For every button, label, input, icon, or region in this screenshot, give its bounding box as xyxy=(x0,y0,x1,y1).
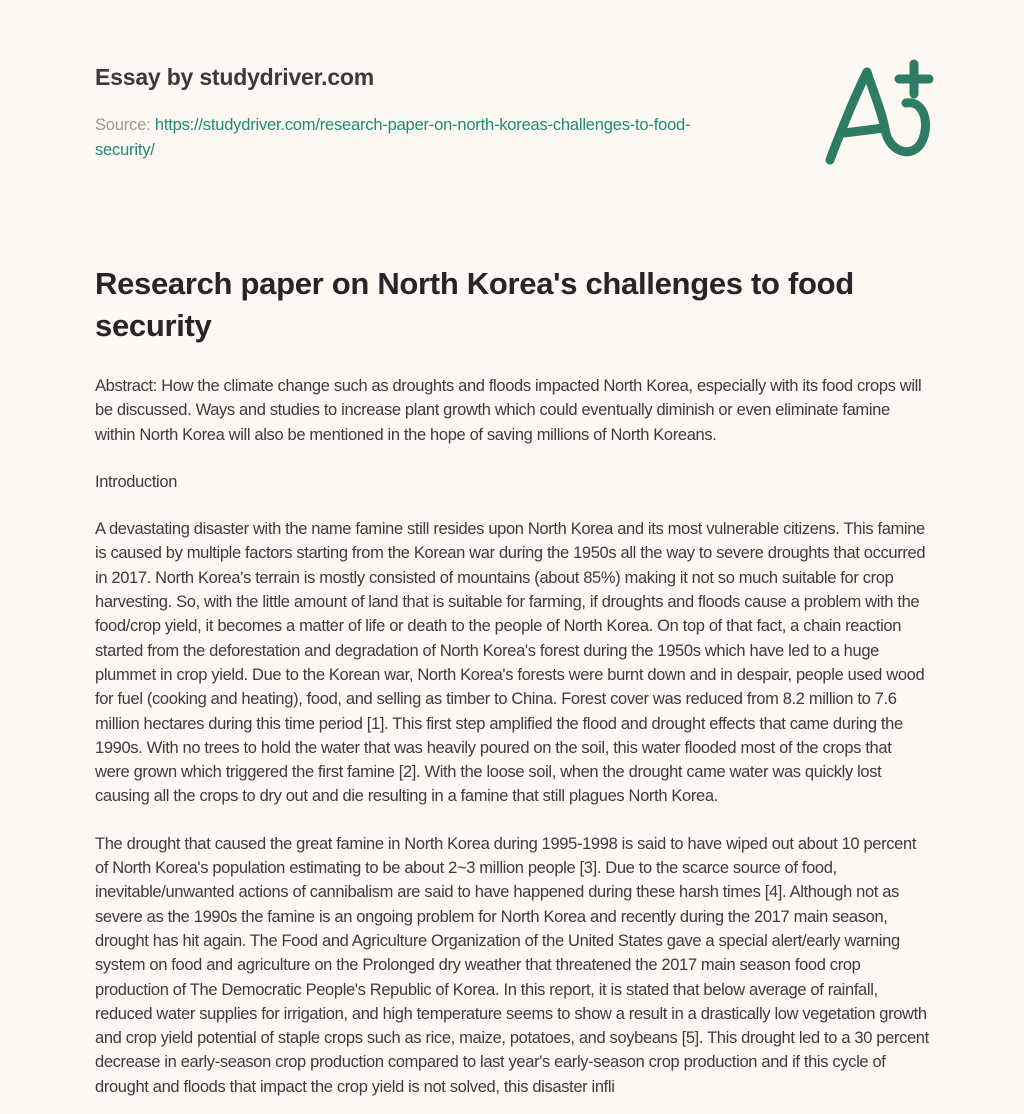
body-paragraph-1: A devastating disaster with the name famine still resides upon North Korea and its most vulnerable citizens. This famine is caused by multiple factors starting from the Korean war during the 1950s all the way to severe droughts that occurred in 2017. North Korea's terrain is mostly consisted of mountains (about 85%) making it not so much suitable for crop harvesting. So, with the little amount of land that is suitable for farming, if droughts and floods cause a problem with the food/crop yield, it becomes a matter of life or death to the people of North Korea. On top of that fact, a chain reaction started from the deforestation and degradation of North Korea's forest during the 1950s which have led to a huge plummet in crop yield. Due to the Korean war, North Korea's forests were burnt down and in despair, people used wood for fuel (cooking and heating), food, and selling as timber to China. Forest cover was reduced from 8.2 million to 7.6 million hectares during this time period [1]. This first step amplified the flood and drought effects that came during the 1990s. With no trees to hold the water that was heavily poured on the soil, this water flooded most of the crops that were grown which triggered the first famine [2]. With the loose soil, when the drought came water was quickly lost causing all the crops to dry out and die resulting in a famine that still plagues North Korea. xyxy=(95,520,926,806)
introduction-heading: Introduction xyxy=(95,472,178,491)
studydriver-a-plus-logo xyxy=(818,56,938,170)
source-line xyxy=(95,113,740,163)
essay-byline: Essay by studydriver.com xyxy=(95,64,375,90)
abstract-paragraph: Abstract: How the climate change such as droughts and floods impacted North Korea, especially with its food crops will be discussed. Ways and studies to increase plant growth which could eventually diminish or even eliminate famine within North Korea will also be mentioned in the hope of saving millions of North Koreans. xyxy=(95,377,922,444)
source-link[interactable]: https://studydriver.com/research-paper-on-north-koreas-challenges-to-food-security/ xyxy=(95,116,691,159)
a-plus-logo-icon xyxy=(818,56,938,170)
article-title: Research paper on North Korea's challenges to food security xyxy=(95,266,854,343)
source-label: Source: xyxy=(95,116,151,134)
body-paragraph-2: The drought that caused the great famine in North Korea during 1995-1998 is said to have wiped out about 10 percent of North Korea's population estimating to be about 2~3 million people [3]. Due to the scarce source of food, inevitable/unwanted actions of cannibalism are said to have happened during these harsh times [4]. Although not as severe as the 1990s the famine is an ongoing problem for North Korea and recently during the 2017 main season, drought has hit again. The Food and Agriculture Organization of the United States gave a special alert/early warning system on food and agriculture on the Prolonged dry weather that threatened the 2017 main season food crop production of The Democratic People's Republic of Korea. In this report, it is stated that below average of rainfall, reduced water supplies for irrigation, and high temperature seems to show a result in a drastically low vegetation growth and crop yield potential of staple crops such as rice, maize, potatoes, and soybeans [5]. This drought led to a 30 percent decrease in early-season crop production compared to last year's early-season crop production and if this cycle of drought and floods that impact the crop yield is not solved, this disaster infli xyxy=(95,834,929,1096)
